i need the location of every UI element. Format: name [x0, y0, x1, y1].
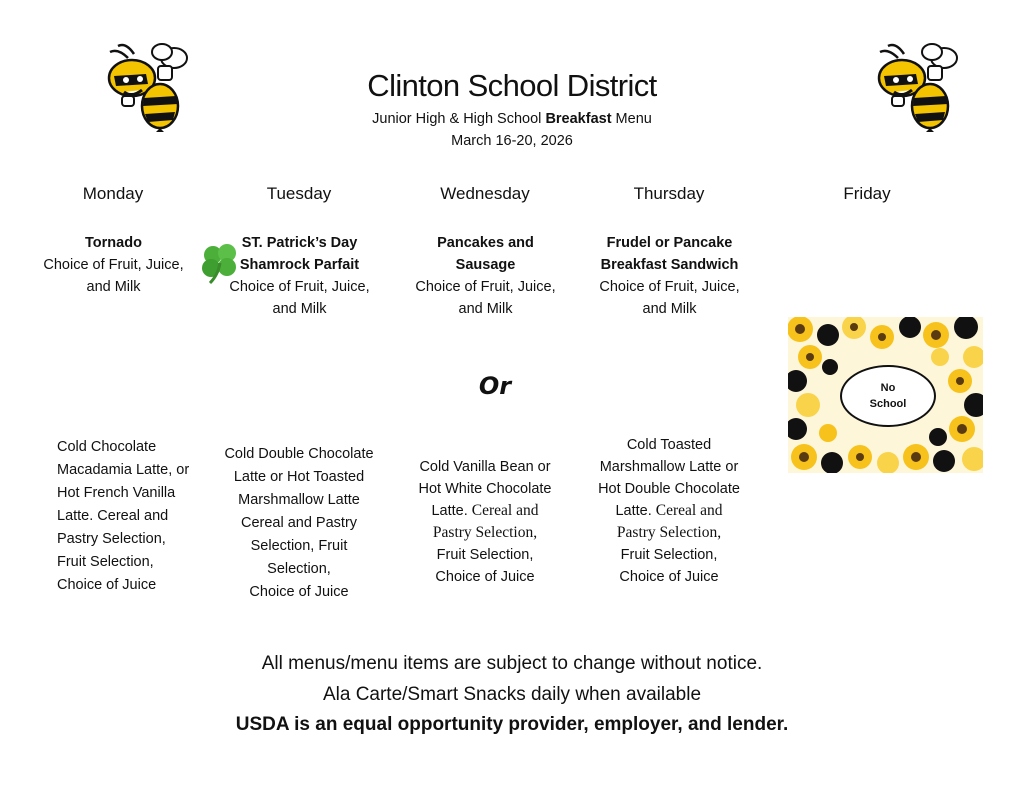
- no-school-badge: No School: [840, 365, 936, 427]
- day-header-tuesday: Tuesday: [266, 184, 332, 203]
- alt-monday: Cold Chocolate Macadamia Latte, or Hot French Vanilla Latte. Cereal and Pastry Selection, Fruit Selection, Choice of Juice: [57, 439, 190, 593]
- shamrock-icon: [198, 241, 244, 285]
- menu-subtitle: Junior High & High School Breakfast Menu: [372, 111, 652, 127]
- alt-wednesday: Cold Vanilla Bean or Hot White Chocolate Latte. Cereal and Pastry Selection, Fruit Selection, Choice of Juice: [418, 459, 552, 585]
- day-header-monday: Monday: [82, 184, 144, 203]
- meal-monday: Tornado Choice of Fruit, Juice, and Milk: [43, 235, 184, 295]
- sunflower-frame-image: [788, 317, 983, 473]
- footer-snacks: Ala Carte/Smart Snacks daily when available: [322, 684, 702, 705]
- footer-usda-statement: USDA is an equal opportunity provider, employer, and lender.: [235, 714, 789, 735]
- or-divider: Or: [478, 372, 512, 400]
- footer-disclaimer: All menus/menu items are subject to change without notice.: [261, 653, 763, 674]
- date-range: March 16-20, 2026: [451, 133, 573, 149]
- alt-tuesday: Cold Double Chocolate Latte or Hot Toasted Marshmallow Latte Cereal and Pastry Selection, Fruit Selection, Choice of Juice: [224, 446, 374, 600]
- day-header-wednesday: Wednesday: [440, 184, 530, 203]
- meal-wednesday: Pancakes and Sausage Choice of Fruit, Juice, and Milk: [415, 235, 556, 317]
- page-title: Clinton School District: [367, 68, 657, 103]
- meal-thursday: Frudel or Pancake Breakfast Sandwich Choice of Fruit, Juice, and Milk: [599, 235, 740, 317]
- meal-tuesday: ST. Patrick’s Day Shamrock Parfait Choice of Fruit, Juice, and Milk: [229, 235, 370, 317]
- alt-thursday: Cold Toasted Marshmallow Latte or Hot Double Chocolate Latte. Cereal and Pastry Selection, Fruit Selection, Choice of Juice: [598, 437, 740, 585]
- day-header-thursday: Thursday: [633, 184, 705, 203]
- day-header-friday: Friday: [843, 184, 891, 203]
